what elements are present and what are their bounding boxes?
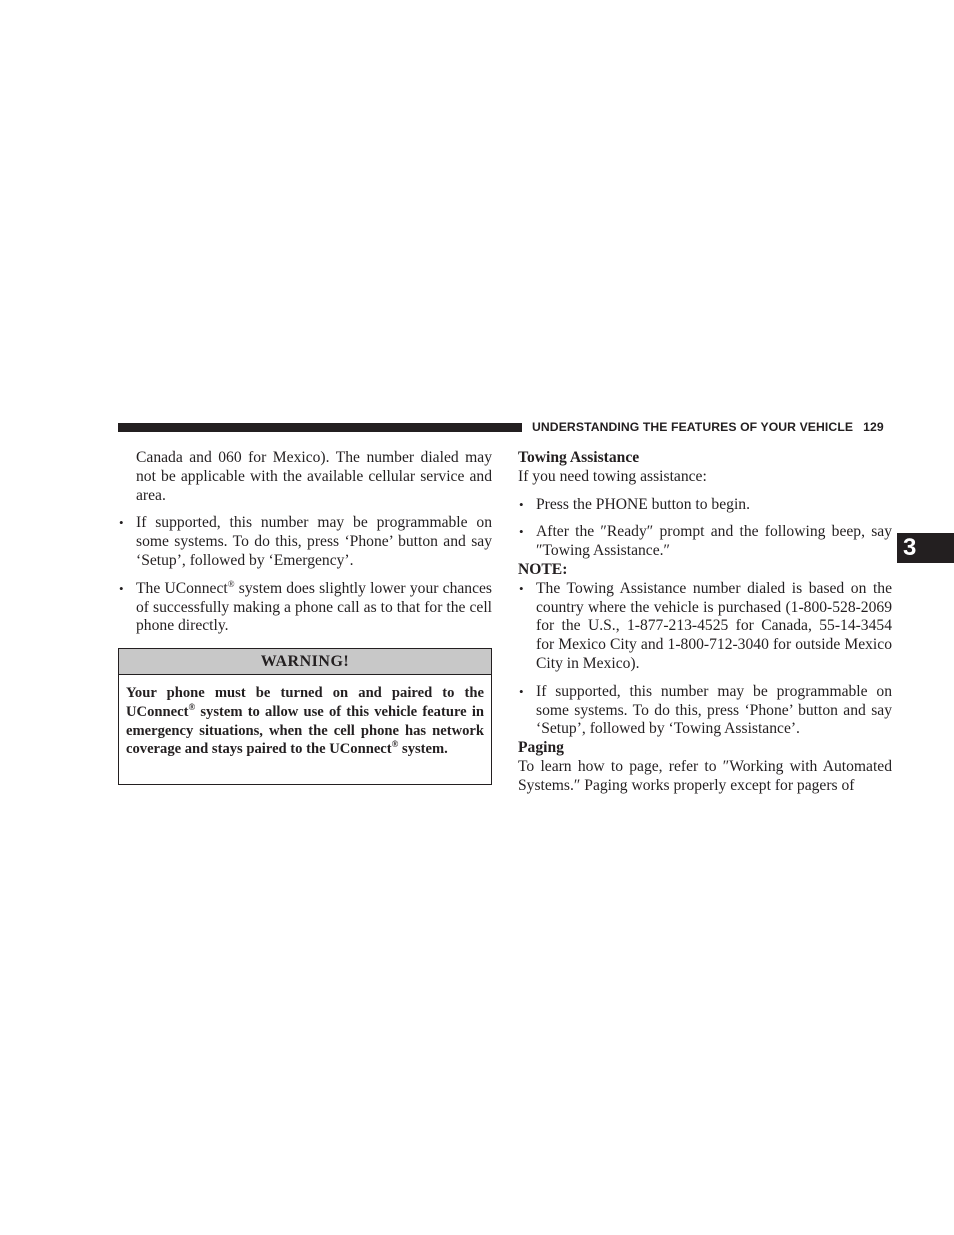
towing-heading: Towing Assistance	[518, 449, 640, 466]
bullet-text: If supported, this number may be programmable on some systems. To do this, press ‘Phone’ button and say ‘Setup’, followed by ‘Towing Assistance’.	[536, 682, 892, 738]
chapter-tab: 3	[897, 533, 954, 563]
bullet-icon: •	[119, 580, 124, 596]
bullet-icon: •	[519, 496, 524, 512]
list-item	[518, 523, 892, 561]
section-title: UNDERSTANDING THE FEATURES OF YOUR VEHICLE	[532, 420, 854, 434]
warning-box	[118, 648, 492, 785]
list-item	[518, 683, 892, 739]
page-number: 129	[863, 420, 884, 434]
bullet-icon: •	[119, 515, 124, 531]
header-rule	[118, 423, 522, 432]
note-bullet-list	[518, 580, 892, 739]
bullet-text-a: The UConnect	[136, 579, 228, 597]
warning-text-a: Your phone must be turned on and paired to the UConnect	[126, 685, 484, 720]
list-item	[518, 580, 892, 674]
towing-intro: If you need towing assistance:	[518, 467, 707, 485]
bullet-icon: •	[519, 524, 524, 540]
bullet-text: If supported, this number may be programmable on some systems. To do this, press ‘Phone’ button and say ‘Setup’, followed by ‘Emergency’.	[136, 514, 492, 569]
bullet-icon: •	[519, 683, 524, 699]
left-column	[118, 449, 492, 636]
warning-text	[119, 675, 491, 759]
registered-mark: ®	[227, 578, 235, 589]
right-column	[518, 449, 892, 796]
continuation-paragraph: Canada and 060 for Mexico). The number dialed may not be applicable with the available cellular service and area.	[136, 449, 492, 504]
registered-mark: ®	[391, 739, 399, 750]
bullet-text-b: system does slightly lower your chances of successfully making a phone call as to that for the cell phone directly.	[136, 579, 493, 635]
bullet-text: After the ″Ready″ prompt and the following beep, say ″Towing Assistance.″	[536, 523, 892, 560]
bullet-text: Press the PHONE button to begin.	[536, 495, 750, 513]
list-item	[518, 496, 892, 515]
warning-text-b: system to allow use of this vehicle feature in emergency situations, when the cell phone has network coverage and stays paired to the UConnect	[126, 703, 484, 758]
left-bullet-list	[118, 514, 492, 636]
list-item	[118, 514, 492, 570]
running-header	[532, 420, 892, 434]
list-item	[118, 580, 492, 636]
warning-title: WARNING!	[119, 649, 491, 675]
towing-bullet-list	[518, 496, 892, 561]
paging-paragraph: To learn how to page, refer to ″Working with Automated Systems.″ Paging works properly except for pagers of	[518, 757, 892, 794]
bullet-text: The Towing Assistance number dialed is based on the country where the vehicle is purchased (1-800-528-2069 for the U.S., 1-877-213-4525 for Canada, 55-14-3454 for Mexico City and 1-800-712-3040 for outside Mexico City in Mexico).	[536, 579, 892, 672]
bullet-icon: •	[519, 580, 524, 596]
warning-text-c: system.	[398, 741, 448, 758]
registered-mark: ®	[188, 701, 196, 712]
paging-heading: Paging	[518, 739, 564, 757]
note-heading: NOTE:	[518, 560, 568, 578]
